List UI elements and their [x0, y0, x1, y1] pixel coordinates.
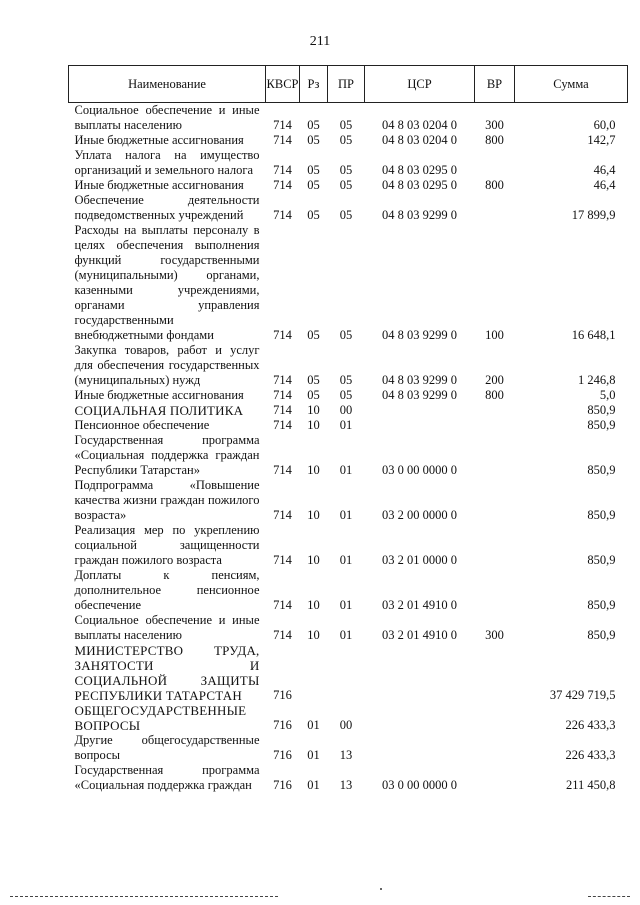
cell-name: Подпрограмма «Повышение качества жизни граждан пожилого возраста»: [74, 478, 260, 522]
cell-kvsr: 714: [273, 388, 292, 402]
cell-kvsr: 714: [273, 463, 292, 477]
cell-vr: [475, 478, 515, 523]
cell-name: Закупка товаров, работ и услуг для обеспечения государственных (муниципальных) нужд: [74, 343, 260, 387]
cell-rz: 10: [307, 553, 320, 567]
table-row: [69, 418, 628, 433]
header-pr: ПР: [328, 66, 365, 103]
table-row: [69, 148, 628, 178]
cell-vr: 800: [485, 178, 504, 192]
cell-kvsr: 714: [273, 178, 292, 192]
cell-csr: [365, 418, 475, 433]
cell-rz: 05: [307, 178, 320, 192]
cell-name: Государственная программа «Социальная поддержка граждан Республики Татарстан»: [74, 433, 260, 477]
cell-csr: 03 2 01 4910 0: [382, 628, 457, 642]
cell-pr: 01: [339, 463, 353, 477]
cell-name: МИНИСТЕРСТВО ТРУДА, ЗАНЯТОСТИ И СОЦИАЛЬНОЙ ЗАЩИТЫ РЕСПУБЛИКИ ТАТАРСТАН: [74, 643, 260, 703]
cell-vr: [475, 703, 515, 733]
cell-name: Государственная программа «Социальная поддержка граждан: [74, 763, 260, 792]
cell-name: Социальное обеспечение и иные выплаты населению: [74, 613, 260, 642]
cell-rz: 01: [307, 778, 320, 792]
cell-rz: 10: [307, 418, 320, 432]
cell-sum: 850,9: [587, 508, 616, 522]
cell-rz: 10: [307, 463, 320, 477]
cell-vr: 800: [485, 133, 504, 147]
cell-kvsr: 716: [273, 778, 292, 792]
cell-pr: 05: [339, 388, 353, 402]
cell-pr: 13: [339, 748, 353, 762]
table-row: [69, 223, 628, 343]
header-sum: Сумма: [515, 66, 628, 103]
cell-pr: 05: [339, 118, 353, 132]
cell-kvsr: 714: [273, 508, 292, 522]
header-kvsr: КВСР: [266, 66, 300, 103]
cell-name: Уплата налога на имущество организаций и земельного налога: [74, 148, 260, 177]
cell-kvsr: 714: [273, 208, 292, 222]
cell-kvsr: 716: [273, 688, 292, 702]
cell-sum: 16 648,1: [571, 328, 616, 342]
cell-csr: [365, 643, 475, 703]
cell-pr: 05: [339, 178, 353, 192]
cell-sum: 850,9: [587, 418, 616, 432]
cell-sum: 226 433,3: [565, 718, 616, 732]
table-row: [69, 523, 628, 568]
cell-csr: [365, 403, 475, 418]
cell-csr: 03 0 00 0000 0: [382, 778, 457, 792]
cell-csr: 03 0 00 0000 0: [382, 463, 457, 477]
cell-pr: [328, 643, 365, 703]
cell-vr: 300: [485, 118, 504, 132]
cell-sum: 60,0: [593, 118, 616, 132]
cell-vr: 800: [485, 388, 504, 402]
cell-rz: 05: [307, 133, 320, 147]
cell-sum: 142,7: [587, 133, 616, 147]
cell-kvsr: 714: [273, 553, 292, 567]
cell-vr: [475, 148, 515, 178]
cell-pr: 05: [339, 208, 353, 222]
cell-sum: 226 433,3: [565, 748, 616, 762]
table-row: [69, 178, 628, 193]
cell-csr: 04 8 03 9299 0: [382, 388, 457, 402]
cell-sum: 5,0: [599, 388, 616, 402]
header-rz: Рз: [300, 66, 328, 103]
cell-rz: 10: [307, 598, 320, 612]
header-csr: ЦСР: [365, 66, 475, 103]
cell-rz: 10: [307, 403, 320, 417]
cell-csr: 03 2 01 4910 0: [382, 598, 457, 612]
cell-name: Другие общегосударственные вопросы: [74, 733, 260, 762]
cell-kvsr: 714: [273, 373, 292, 387]
cell-pr: 01: [339, 628, 353, 642]
table-row: [69, 388, 628, 403]
cell-name: Расходы на выплаты персоналу в целях обеспечения выполнения функций государственными (муниципальными) органами, казенными учреждениями, органами управления государственными внебюджетными фондами: [74, 223, 260, 342]
cell-kvsr: 714: [273, 118, 292, 132]
cell-csr: 04 8 03 0204 0: [382, 133, 457, 147]
cell-csr: 04 8 03 0295 0: [382, 178, 457, 192]
table-row: [69, 763, 628, 793]
cell-csr: 04 8 03 9299 0: [382, 328, 457, 342]
cell-vr: [475, 403, 515, 418]
cell-sum: 850,9: [587, 598, 616, 612]
cell-sum: 211 450,8: [565, 778, 616, 792]
cell-rz: 10: [307, 508, 320, 522]
table-row: [69, 568, 628, 613]
cell-rz: [300, 643, 328, 703]
footer-dashed-line-right: [588, 896, 630, 897]
cell-csr: 03 2 01 0000 0: [382, 553, 457, 567]
cell-vr: [475, 568, 515, 613]
table-row: [69, 703, 628, 733]
cell-kvsr: 714: [273, 163, 292, 177]
cell-csr: 03 2 00 0000 0: [382, 508, 457, 522]
cell-name: Иные бюджетные ассигнования: [74, 133, 244, 147]
cell-vr: [475, 733, 515, 763]
table-row: [69, 733, 628, 763]
cell-rz: 10: [307, 628, 320, 642]
cell-pr: 05: [339, 373, 353, 387]
cell-csr: [365, 733, 475, 763]
cell-csr: 04 8 03 9299 0: [382, 208, 457, 222]
footer-dashed-line-left: [10, 896, 278, 897]
cell-rz: 01: [307, 748, 320, 762]
page-number: 211: [309, 34, 331, 49]
cell-rz: 05: [307, 328, 320, 342]
cell-pr: 01: [339, 598, 353, 612]
table-row: [69, 433, 628, 478]
cell-kvsr: 714: [273, 328, 292, 342]
cell-name: ОБЩЕГОСУДАРСТВЕННЫЕ ВОПРОСЫ: [74, 703, 247, 733]
cell-vr: 100: [485, 328, 504, 342]
cell-kvsr: 714: [273, 403, 292, 417]
cell-pr: 05: [339, 163, 353, 177]
cell-vr: [475, 433, 515, 478]
table-row: [69, 613, 628, 643]
table-header-row: [69, 66, 628, 103]
cell-kvsr: 714: [273, 598, 292, 612]
cell-pr: 13: [339, 778, 353, 792]
cell-pr: 00: [339, 403, 353, 417]
table-row: [69, 133, 628, 148]
cell-name: Иные бюджетные ассигнования: [74, 388, 244, 402]
cell-pr: 00: [339, 718, 353, 732]
cell-sum: 850,9: [587, 628, 616, 642]
cell-vr: [475, 418, 515, 433]
cell-name: Пенсионное обеспечение: [74, 418, 210, 432]
cell-sum: 850,9: [587, 463, 616, 477]
cell-name: Реализация мер по укреплению социальной защищенности граждан пожилого возраста: [74, 523, 260, 567]
table-row: [69, 343, 628, 388]
cell-vr: [475, 193, 515, 223]
cell-csr: 04 8 03 0295 0: [382, 163, 457, 177]
cell-rz: 05: [307, 388, 320, 402]
cell-sum: 17 899,9: [571, 208, 616, 222]
cell-vr: [475, 643, 515, 703]
cell-pr: 05: [339, 328, 353, 342]
cell-kvsr: 714: [273, 628, 292, 642]
cell-csr: [365, 703, 475, 733]
budget-table: [68, 65, 628, 793]
cell-kvsr: 716: [273, 748, 292, 762]
cell-sum: 850,9: [587, 553, 616, 567]
table-row: [69, 193, 628, 223]
cell-pr: 01: [339, 553, 353, 567]
cell-pr: 01: [339, 508, 353, 522]
cell-kvsr: 714: [273, 418, 292, 432]
cell-csr: 04 8 03 0204 0: [382, 118, 457, 132]
cell-sum: 1 246,8: [578, 373, 616, 387]
table-row: [69, 403, 628, 418]
cell-rz: 05: [307, 373, 320, 387]
cell-kvsr: 714: [273, 133, 292, 147]
cell-csr: 04 8 03 9299 0: [382, 373, 457, 387]
cell-vr: 200: [485, 373, 504, 387]
table-row: [69, 103, 628, 134]
header-vr: ВР: [475, 66, 515, 103]
cell-pr: 01: [339, 418, 353, 432]
cell-rz: 05: [307, 118, 320, 132]
cell-name: Доплаты к пенсиям, дополнительное пенсионное обеспечение: [74, 568, 260, 612]
cell-rz: 05: [307, 163, 320, 177]
cell-pr: 05: [339, 133, 353, 147]
cell-name: СОЦИАЛЬНАЯ ПОЛИТИКА: [74, 403, 244, 418]
cell-vr: [475, 763, 515, 793]
cell-name: Обеспечение деятельности подведомственных учреждений: [74, 193, 260, 222]
cell-rz: 05: [307, 208, 320, 222]
scan-mark: [380, 888, 382, 890]
cell-kvsr: 716: [273, 718, 292, 732]
cell-sum: 46,4: [593, 178, 616, 192]
table-row: [69, 478, 628, 523]
table-row: [69, 643, 628, 703]
cell-name: Социальное обеспечение и иные выплаты населению: [74, 103, 260, 132]
cell-name: Иные бюджетные ассигнования: [74, 178, 244, 192]
cell-rz: 01: [307, 718, 320, 732]
cell-vr: 300: [485, 628, 504, 642]
header-name: Наименование: [69, 66, 266, 103]
cell-sum: 850,9: [587, 403, 616, 417]
cell-sum: 37 429 719,5: [549, 688, 616, 702]
cell-sum: 46,4: [593, 163, 616, 177]
cell-vr: [475, 523, 515, 568]
